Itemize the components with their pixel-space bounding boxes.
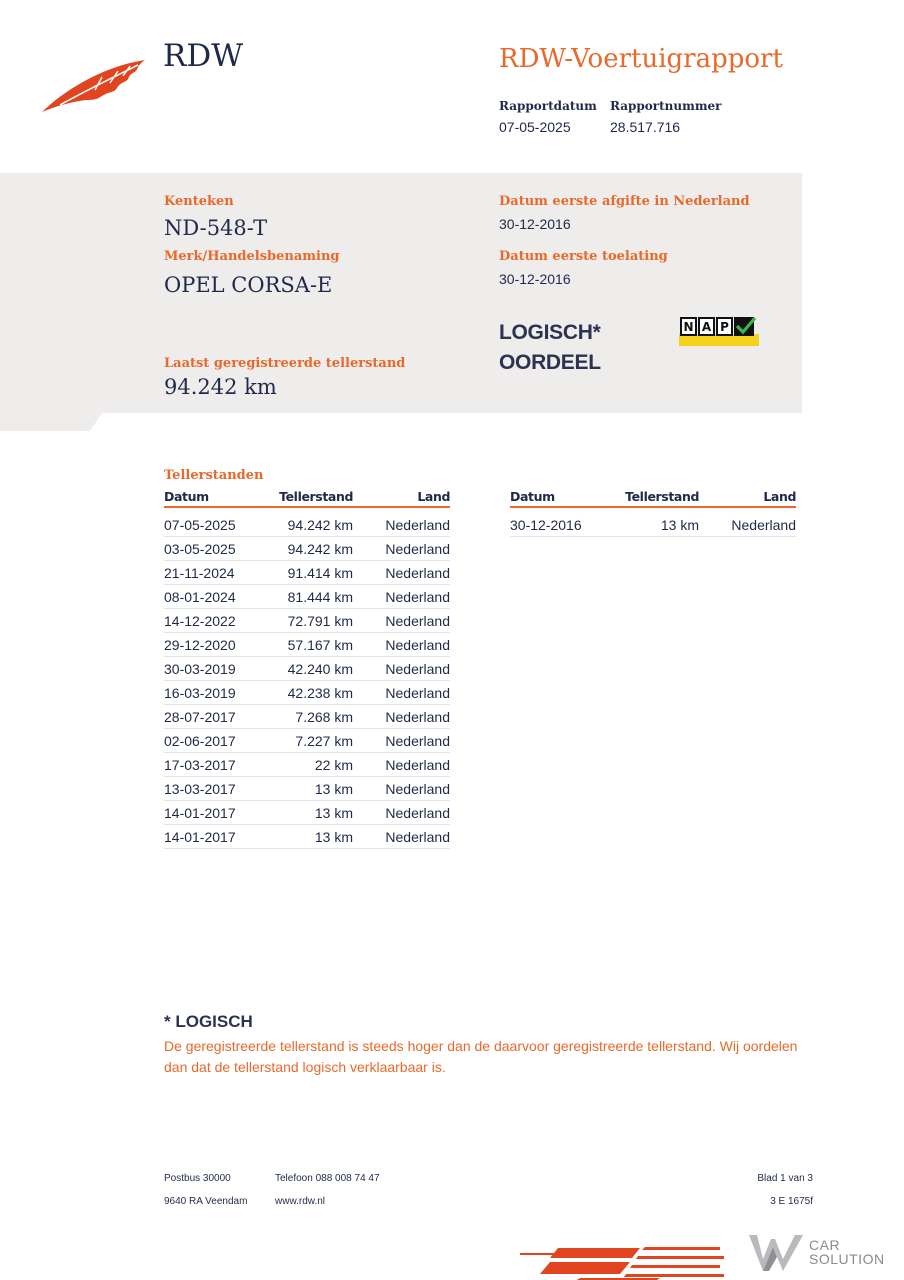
- col-odometer: Tellerstand: [615, 488, 699, 507]
- row-country: Nederland: [353, 681, 450, 705]
- nap-letter-a: A: [701, 320, 712, 334]
- first-issue-nl-label: Datum eerste afgifte in Nederland: [499, 194, 750, 209]
- row-country: Nederland: [699, 507, 796, 537]
- row-odometer: 42.238 km: [269, 681, 353, 705]
- report-number-label: Rapportnummer: [610, 99, 722, 113]
- footer-code: 3 E 1675f: [770, 1196, 813, 1207]
- odometer-table-left: [164, 488, 450, 849]
- row-odometer: 22 km: [269, 753, 353, 777]
- rdw-feather-logo: [40, 55, 150, 115]
- table-row: [164, 753, 450, 777]
- verdict-line-2: OORDEEL: [499, 351, 601, 374]
- row-odometer: 91.414 km: [269, 561, 353, 585]
- table-row: [164, 825, 450, 849]
- brand-name: RDW: [163, 38, 244, 74]
- row-date: 30-12-2016: [510, 507, 615, 537]
- row-date: 28-07-2017: [164, 705, 269, 729]
- footer-page: Blad 1 van 3: [757, 1173, 813, 1184]
- row-country: Nederland: [353, 585, 450, 609]
- row-date: 17-03-2017: [164, 753, 269, 777]
- footer-web[interactable]: www.rdw.nl: [275, 1196, 326, 1207]
- footnote-title: * LOGISCH: [164, 1012, 253, 1031]
- row-country: Nederland: [353, 801, 450, 825]
- row-date: 29-12-2020: [164, 633, 269, 657]
- row-odometer: 7.227 km: [269, 729, 353, 753]
- row-odometer: 13 km: [615, 507, 699, 537]
- odometer-title: Tellerstanden: [164, 468, 264, 483]
- footer-postbus: Postbus 30000: [164, 1173, 231, 1184]
- row-country: Nederland: [353, 705, 450, 729]
- row-date: 07-05-2025: [164, 507, 269, 537]
- report-date: 07-05-2025: [499, 119, 571, 135]
- row-odometer: 7.268 km: [269, 705, 353, 729]
- row-date: 02-06-2017: [164, 729, 269, 753]
- verdict-line-1: LOGISCH*: [499, 321, 601, 344]
- row-date: 16-03-2019: [164, 681, 269, 705]
- nap-letter-p: P: [720, 320, 729, 334]
- row-odometer: 13 km: [269, 801, 353, 825]
- table-row: [164, 705, 450, 729]
- row-odometer: 94.242 km: [269, 507, 353, 537]
- row-odometer: 72.791 km: [269, 609, 353, 633]
- table-row: [164, 681, 450, 705]
- row-country: Nederland: [353, 657, 450, 681]
- col-country: Land: [353, 488, 450, 507]
- plate-number: ND-548-T: [164, 216, 268, 240]
- make-label: Merk/Handelsbenaming: [164, 249, 340, 264]
- row-odometer: 81.444 km: [269, 585, 353, 609]
- watermark-line-2: SOLUTION: [809, 1251, 885, 1267]
- plate-label: Kenteken: [164, 194, 234, 209]
- watermark-line-1: CAR: [809, 1237, 841, 1253]
- report-title: RDW-Voertuigrapport: [499, 44, 783, 74]
- row-country: Nederland: [353, 537, 450, 561]
- last-odometer-label: Laatst geregistreerde tellerstand: [164, 356, 406, 371]
- table-row: [164, 633, 450, 657]
- col-odometer: Tellerstand: [269, 488, 353, 507]
- first-admission-label: Datum eerste toelating: [499, 249, 668, 264]
- row-odometer: 57.167 km: [269, 633, 353, 657]
- row-date: 14-12-2022: [164, 609, 269, 633]
- footer-city: 9640 RA Veendam: [164, 1196, 248, 1207]
- footnote-text: De geregistreerde tellerstand is steeds hoger dan de daarvoor geregistreerde tellerstand. Wij oordelen dan dat de tellerstand logisch verklaarbaar is.: [164, 1038, 798, 1075]
- table-row: [164, 729, 450, 753]
- nap-letter-n: N: [683, 320, 694, 334]
- last-odometer-value: 94.242 km: [164, 375, 277, 399]
- row-odometer: 42.240 km: [269, 657, 353, 681]
- table-row: [164, 609, 450, 633]
- row-date: 30-03-2019: [164, 657, 269, 681]
- table-row: [164, 585, 450, 609]
- report-date-label: Rapportdatum: [499, 99, 597, 113]
- row-date: 08-01-2024: [164, 585, 269, 609]
- stripes-logo: [520, 1244, 726, 1280]
- col-country: Land: [699, 488, 796, 507]
- row-date: 14-01-2017: [164, 825, 269, 849]
- row-odometer: 94.242 km: [269, 537, 353, 561]
- table-row: [164, 507, 450, 537]
- row-odometer: 13 km: [269, 777, 353, 801]
- row-country: Nederland: [353, 561, 450, 585]
- col-date: Datum: [164, 488, 269, 507]
- row-country: Nederland: [353, 609, 450, 633]
- col-date: Datum: [510, 488, 615, 507]
- odometer-table-right: [510, 488, 796, 537]
- nap-badge: [679, 316, 759, 346]
- row-date: 03-05-2025: [164, 537, 269, 561]
- row-country: Nederland: [353, 633, 450, 657]
- table-row: [164, 777, 450, 801]
- row-date: 13-03-2017: [164, 777, 269, 801]
- row-country: Nederland: [353, 507, 450, 537]
- table-row: [510, 507, 796, 537]
- car-solution-logo: [747, 1233, 805, 1273]
- table-row: [164, 537, 450, 561]
- vehicle-summary-panel: [0, 173, 802, 431]
- table-row: [164, 657, 450, 681]
- row-country: Nederland: [353, 825, 450, 849]
- first-issue-nl-value: 30-12-2016: [499, 216, 571, 232]
- footer-phone: Telefoon 088 008 74 47: [275, 1173, 380, 1184]
- row-country: Nederland: [353, 753, 450, 777]
- table-row: [164, 801, 450, 825]
- row-odometer: 13 km: [269, 825, 353, 849]
- first-admission-value: 30-12-2016: [499, 271, 571, 287]
- row-country: Nederland: [353, 777, 450, 801]
- row-date: 21-11-2024: [164, 561, 269, 585]
- table-row: [164, 561, 450, 585]
- make-value: OPEL CORSA-E: [164, 273, 333, 297]
- row-country: Nederland: [353, 729, 450, 753]
- row-date: 14-01-2017: [164, 801, 269, 825]
- report-number: 28.517.716: [610, 119, 681, 135]
